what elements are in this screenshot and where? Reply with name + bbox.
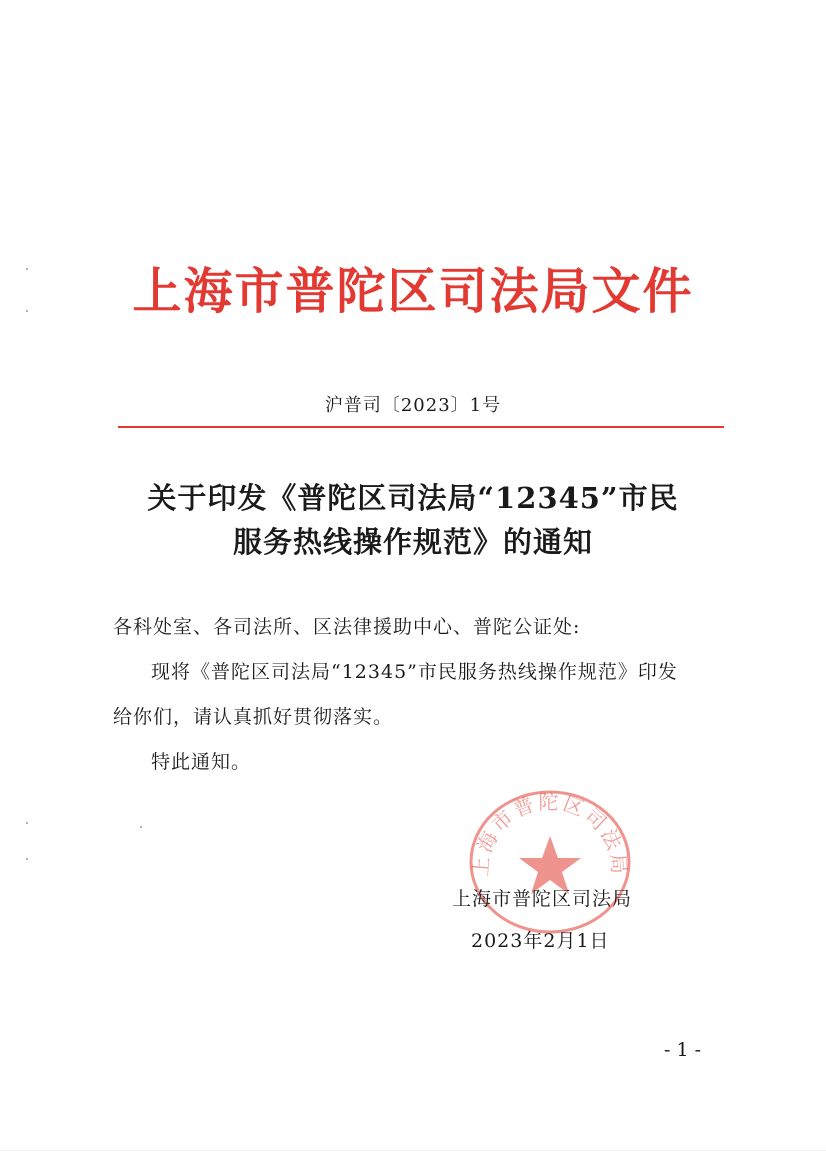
document-number: 沪普司〔2023〕1号: [324, 395, 502, 416]
body-paragraph-line-2: 给你们，请认真抓好贯彻落实。: [113, 706, 394, 728]
page-number: - 1 -: [664, 1039, 702, 1061]
subject-line-1: 关于印发《普陀区司法局“12345”市民: [147, 481, 679, 515]
document-subject: [0, 476, 826, 564]
subject-line-2: 服务热线操作规范》的通知: [232, 525, 593, 559]
svg-text:上海市普陀区司法局: 上海市普陀区司法局: [468, 789, 632, 878]
body-paragraph-line-1: 现将《普陀区司法局“12345”市民服务热线操作规范》印发: [151, 661, 678, 683]
document-body: [113, 605, 733, 785]
scan-edge: [0, 1150, 826, 1151]
scan-mark: [26, 822, 28, 824]
document-header-title: 上海市普陀区司法局文件: [132, 262, 694, 320]
scan-mark: [140, 826, 142, 828]
signing-organization: 上海市普陀区司法局: [452, 888, 633, 910]
signing-date: 2023年2月1日: [471, 930, 610, 952]
scan-mark: [26, 858, 28, 860]
recipients-line: 各科处室、各司法所、区法律援助中心、普陀公证处:: [113, 616, 581, 638]
closing-line: 特此通知。: [151, 751, 252, 773]
header-divider: [118, 426, 724, 428]
official-seal: [465, 786, 635, 936]
